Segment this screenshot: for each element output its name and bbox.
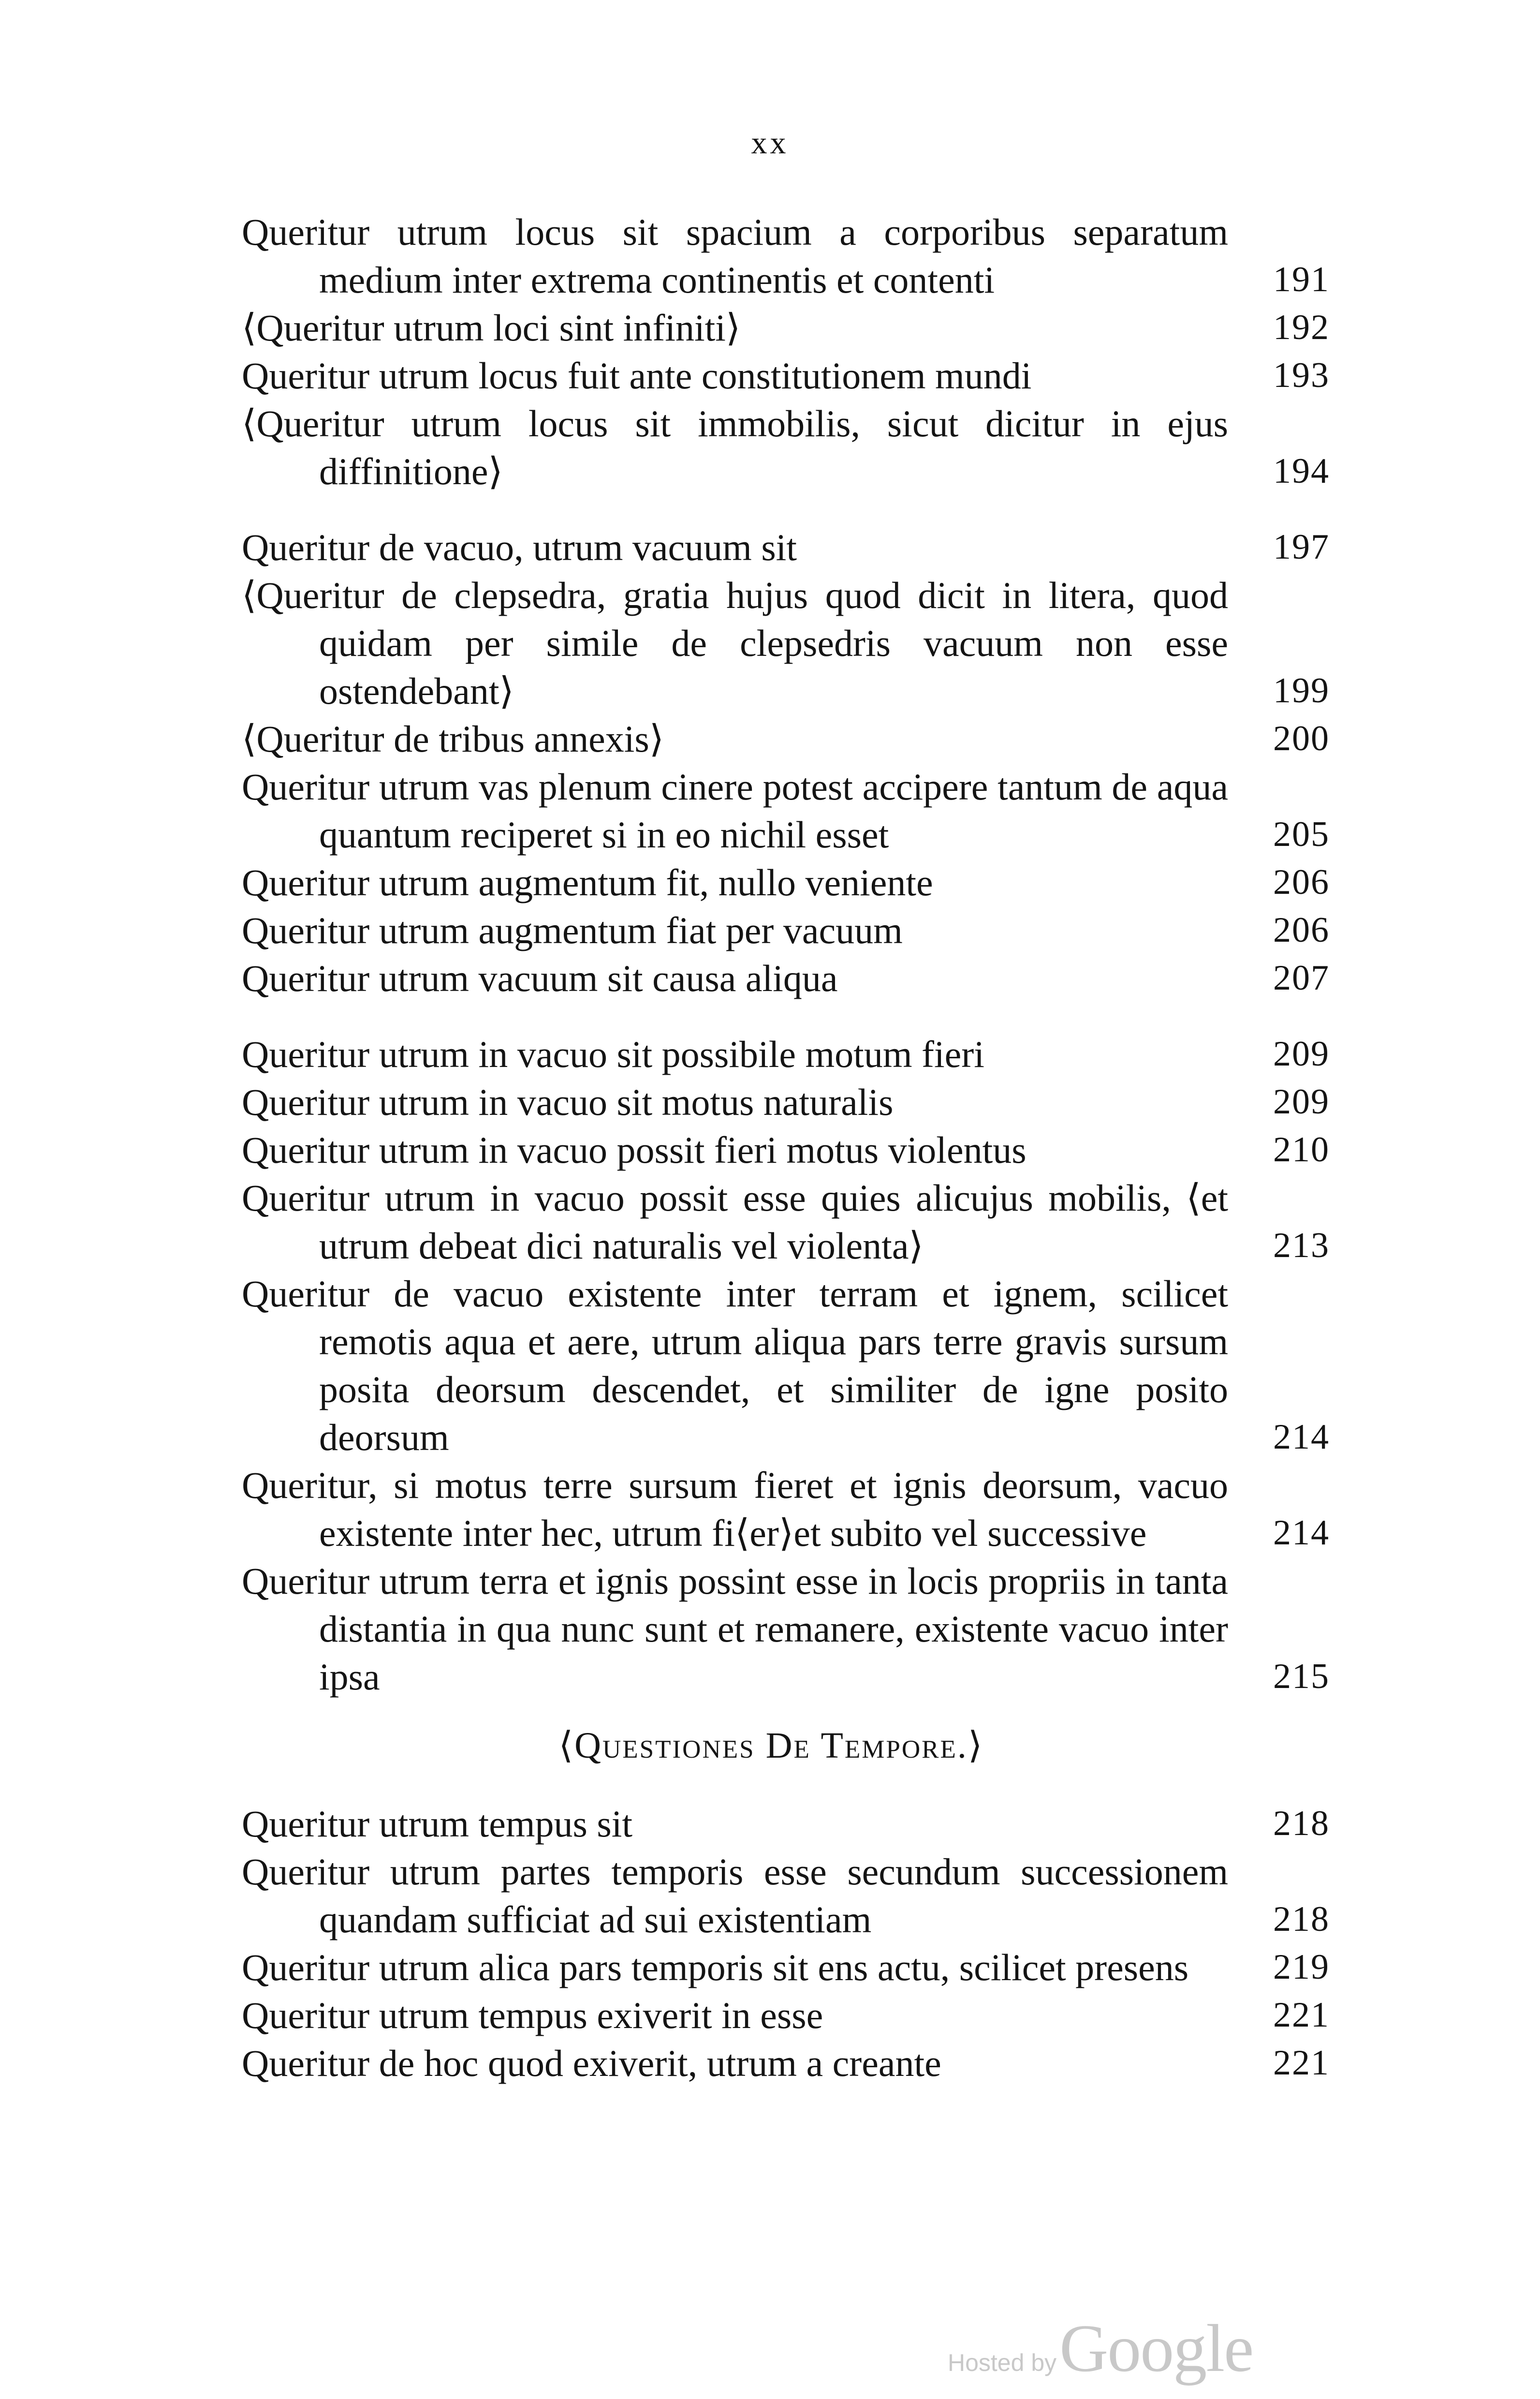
toc-entry-title: Queritur utrum alica pars temporis sit ens actu, scilicet presens bbox=[242, 1946, 1189, 1988]
toc-entry bbox=[242, 1174, 1330, 1270]
toc-entry-title: Queritur utrum in vacuo possit esse quies alicujus mobilis, ⟨et utrum debeat dici naturalis vel violenta⟩ bbox=[242, 1177, 1228, 1267]
toc-entry bbox=[242, 523, 1330, 571]
toc-entry-title: Queritur de hoc quod exiverit, utrum a creante bbox=[242, 2042, 941, 2084]
toc-entry-title: Queritur utrum tempus sit bbox=[242, 1803, 633, 1845]
toc-entry-page: 197 bbox=[1273, 527, 1330, 567]
toc-entry bbox=[242, 400, 1330, 495]
watermark-prefix: Hosted by bbox=[948, 2349, 1057, 2376]
toc-entry-title: Queritur utrum in vacuo possit fieri motus violentus bbox=[242, 1129, 1027, 1171]
toc-entry-title: Queritur utrum vas plenum cinere potest accipere tantum de aqua quantum reciperet si in eo nichil esset bbox=[242, 766, 1228, 856]
toc-entry-title: ⟨Queritur de clepsedra, gratia hujus quod dicit in litera, quod quidam per simile de clepsedris vacuum non esse ostendebant⟩ bbox=[242, 574, 1228, 712]
toc-entry-title: Queritur utrum locus fuit ante constitutionem mundi bbox=[242, 355, 1032, 397]
toc-entry-page: 209 bbox=[1273, 1034, 1330, 1074]
toc-entry bbox=[242, 763, 1330, 859]
toc-entry bbox=[242, 352, 1330, 400]
toc-entry bbox=[242, 1991, 1330, 2039]
toc-entry bbox=[242, 1557, 1330, 1701]
google-logo: Google bbox=[1059, 2311, 1253, 2386]
toc-entry bbox=[242, 1848, 1330, 1943]
toc-entry-page: 194 bbox=[1273, 451, 1330, 491]
toc-entry bbox=[242, 1078, 1330, 1126]
hosted-by-watermark bbox=[948, 2310, 1253, 2387]
toc-entry-page: 192 bbox=[1273, 308, 1330, 347]
toc-entry-page: 219 bbox=[1273, 1947, 1330, 1987]
toc-entry-page: 215 bbox=[1273, 1657, 1330, 1696]
toc-entry bbox=[242, 859, 1330, 906]
toc-entry-page: 206 bbox=[1273, 910, 1330, 950]
toc-entry-title: Queritur utrum terra et ignis possint esse in locis propriis in tanta distantia in qua nunc sunt et remanere, existente vacuo inter ipsa bbox=[242, 1560, 1228, 1698]
toc-entry bbox=[242, 715, 1330, 763]
toc-entry bbox=[242, 1461, 1330, 1557]
toc-entry-title: ⟨Queritur utrum loci sint infiniti⟩ bbox=[242, 307, 741, 349]
toc-entry-page: 221 bbox=[1273, 2043, 1330, 2083]
toc-entry bbox=[242, 2039, 1330, 2087]
toc-entry-page: 210 bbox=[1273, 1130, 1330, 1170]
toc-entry bbox=[242, 1943, 1330, 1991]
toc-entry-title: Queritur utrum in vacuo sit possibile motum fieri bbox=[242, 1033, 984, 1075]
toc-entry-title: Queritur utrum locus sit spacium a corporibus separatum medium inter extrema continentis et contenti bbox=[242, 211, 1228, 301]
toc-entry bbox=[242, 571, 1330, 715]
toc-entry-title: Queritur utrum in vacuo sit motus naturalis bbox=[242, 1081, 894, 1123]
toc-entry-title: Queritur utrum augmentum fit, nullo veniente bbox=[242, 861, 933, 903]
toc-entry-page: 221 bbox=[1273, 1995, 1330, 2035]
group-spacer bbox=[242, 1002, 1330, 1030]
toc-entry-page: 200 bbox=[1273, 719, 1330, 758]
toc-entry-title: Queritur utrum vacuum sit causa aliqua bbox=[242, 957, 838, 999]
toc-entry-page: 218 bbox=[1273, 1899, 1330, 1939]
toc-entry-title: Queritur utrum partes temporis esse secundum successionem quandam sufficiat ad sui existentiam bbox=[242, 1851, 1228, 1940]
toc-entry-title: Queritur de vacuo existente inter terram et ignem, scilicet remotis aqua et aere, utrum aliqua pars terre gravis sursum posita deorsum descendet, et similiter de igne posito deorsum bbox=[242, 1273, 1228, 1458]
toc-entry-page: 191 bbox=[1273, 260, 1330, 299]
toc-entry-page: 207 bbox=[1273, 958, 1330, 998]
toc-entry-title: Queritur utrum tempus exiverit in esse bbox=[242, 1994, 823, 2036]
toc-entry-page: 209 bbox=[1273, 1082, 1330, 1122]
toc-entry bbox=[242, 304, 1330, 352]
table-of-contents bbox=[242, 208, 1330, 2087]
toc-entry-page: 206 bbox=[1273, 862, 1330, 902]
toc-entry-title: ⟨Queritur de tribus annexis⟩ bbox=[242, 718, 664, 760]
toc-entry bbox=[242, 1800, 1330, 1848]
toc-entry bbox=[242, 1030, 1330, 1078]
toc-entry bbox=[242, 1126, 1330, 1174]
toc-entry bbox=[242, 906, 1330, 954]
toc-entry-title: ⟨Queritur utrum locus sit immobilis, sicut dicitur in ejus diffinitione⟩ bbox=[242, 402, 1228, 492]
toc-entry-page: 214 bbox=[1273, 1417, 1330, 1457]
toc-entry-page: 218 bbox=[1273, 1804, 1330, 1843]
toc-entry bbox=[242, 954, 1330, 1002]
toc-entry-page: 213 bbox=[1273, 1226, 1330, 1265]
toc-entry-page: 205 bbox=[1273, 814, 1330, 854]
group-spacer bbox=[242, 495, 1330, 523]
toc-entry-page: 193 bbox=[1273, 355, 1330, 395]
toc-entry bbox=[242, 1270, 1330, 1461]
toc-entry-title: Queritur, si motus terre sursum fieret et ignis deorsum, vacuo existente inter hec, utrum fi⟨er⟩et subito vel successive bbox=[242, 1464, 1228, 1554]
toc-entry-title: Queritur de vacuo, utrum vacuum sit bbox=[242, 526, 797, 568]
toc-entry-title: Queritur utrum augmentum fiat per vacuum bbox=[242, 909, 903, 951]
section-heading: ⟨Questiones De Tempore.⟩ bbox=[558, 1725, 984, 1766]
toc-entry-page: 214 bbox=[1273, 1513, 1330, 1553]
toc-entry bbox=[242, 208, 1330, 304]
page-number: xx bbox=[751, 125, 789, 161]
toc-entry-page: 199 bbox=[1273, 671, 1330, 711]
